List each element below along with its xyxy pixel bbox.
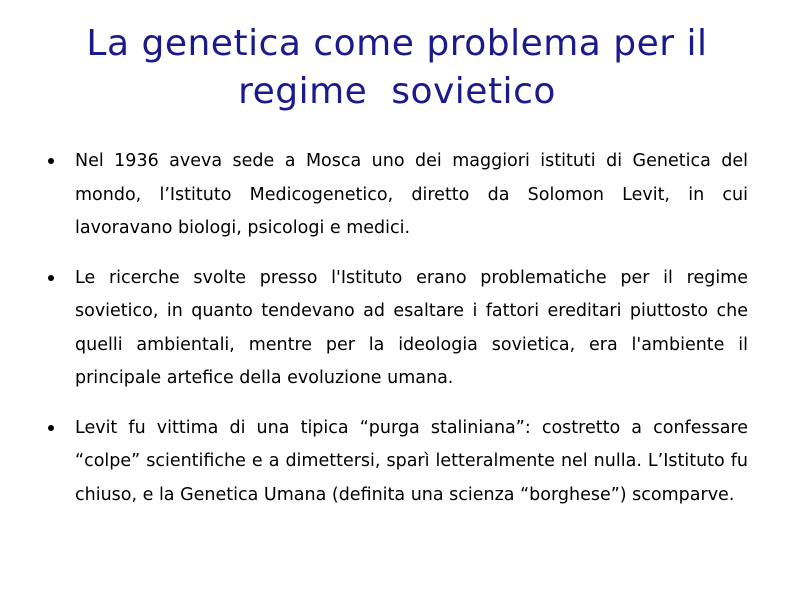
bullet-item: [48, 145, 748, 246]
bullet-dot-icon: [48, 275, 54, 281]
bullet-text: Le ricerche svolte presso l'Istituto erano problematiche per il regime sovietico, in quanto tendevano ad esaltare i fattori ereditari piuttosto che quelli ambientali, mentre per la ideologia sovietica, era l'ambiente il principale artefice della evoluzione umana.: [75, 267, 748, 388]
bullet-item: [48, 262, 748, 396]
bullet-list: [48, 145, 748, 512]
slide-title-line-2: regime sovietico: [238, 71, 556, 112]
slide-title-line-1: La genetica come problema per il: [86, 23, 708, 64]
bullet-item: [48, 412, 748, 513]
bullet-text: Nel 1936 aveva sede a Mosca uno dei maggiori istituti di Genetica del mondo, l’Istituto Medicogenetico, diretto da Solomon Levit, in cui lavoravano biologi, psicologi e medici.: [75, 151, 748, 238]
bullet-dot-icon: [48, 425, 54, 431]
bullet-dot-icon: [48, 158, 54, 164]
slide-title: [20, 20, 774, 116]
bullet-text: Levit fu vittima di una tipica “purga staliniana”: costretto a confessare “colpe” scientifiche e a dimettersi, sparì letteralmente nel nulla. L’Istituto fu chiuso, e la Genetica Umana (definita una scienza “borghese”) scomparve.: [75, 417, 748, 505]
